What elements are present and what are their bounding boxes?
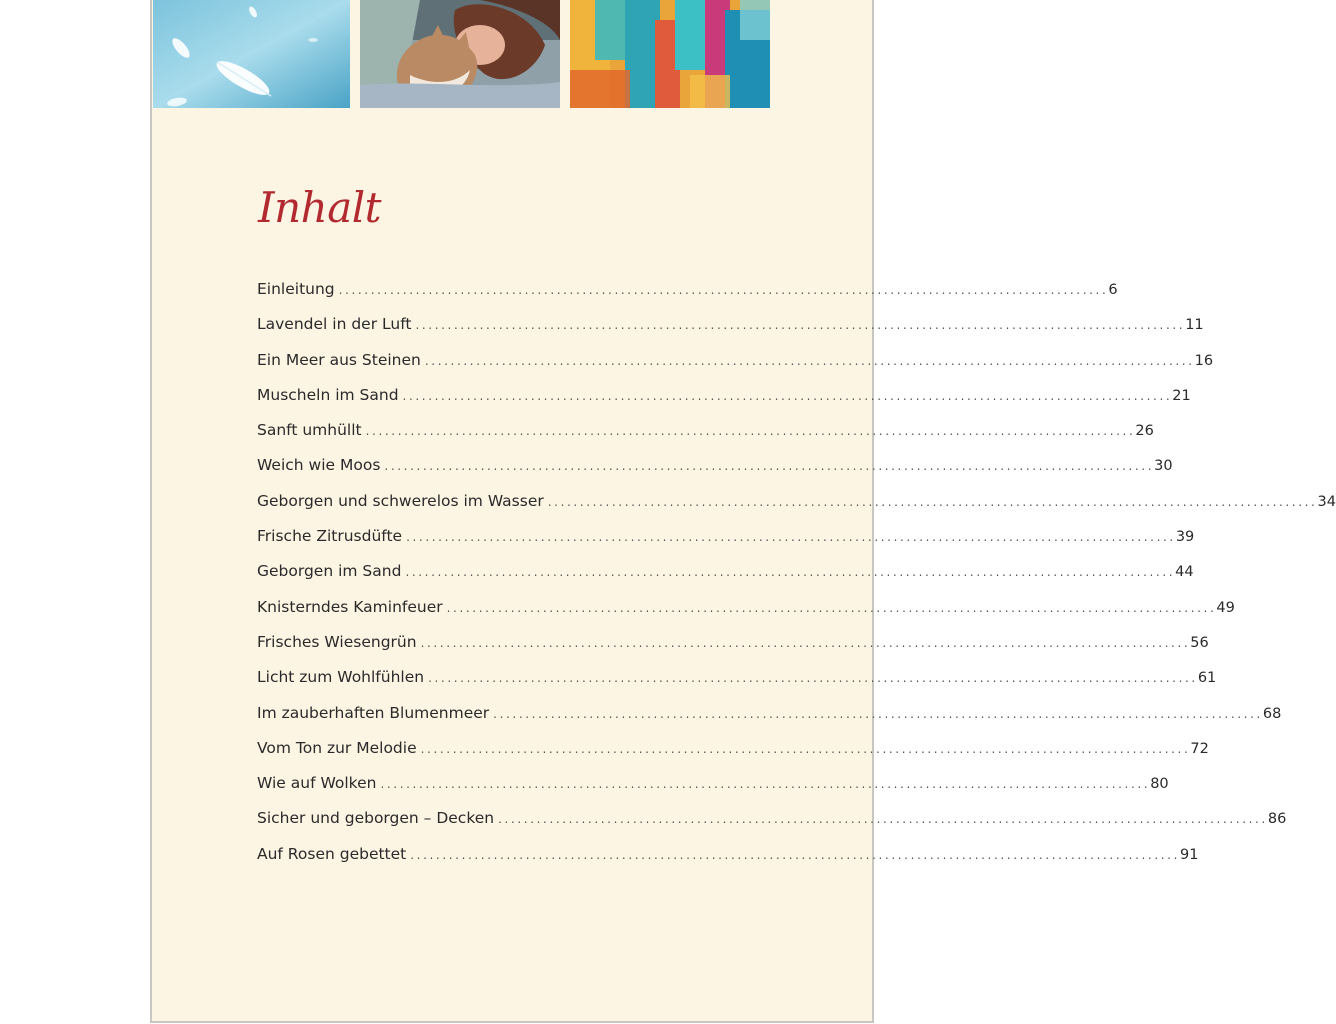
toc-page-number: 34 bbox=[1317, 493, 1336, 510]
toc-leader-dots: ........................................................................................................................ bbox=[420, 741, 1191, 756]
toc-entry[interactable] bbox=[257, 662, 1217, 697]
toc-entry-title: Geborgen und schwerelos im Wasser bbox=[257, 491, 544, 510]
feathers-photo bbox=[153, 0, 350, 108]
abstract-paint-photo bbox=[570, 0, 770, 108]
toc-entry-title: Weich wie Moos bbox=[257, 456, 381, 475]
toc-entry[interactable] bbox=[257, 733, 1209, 768]
toc-page-number: 68 bbox=[1262, 705, 1282, 722]
toc-page-number: 61 bbox=[1197, 670, 1217, 687]
toc-entry[interactable] bbox=[257, 839, 1199, 874]
toc-entry[interactable] bbox=[257, 345, 1214, 380]
book-page bbox=[150, 0, 1336, 1023]
toc-entry[interactable] bbox=[257, 627, 1209, 662]
toc-leader-dots: ........................................................................................................................ bbox=[410, 847, 1180, 862]
toc-entry-title: Wie auf Wolken bbox=[257, 774, 377, 793]
toc-page-number: 39 bbox=[1175, 529, 1195, 546]
toc-page-number: 6 bbox=[1108, 282, 1118, 298]
toc-entry[interactable] bbox=[257, 592, 1235, 627]
toc-entry-title: Knisterndes Kaminfeuer bbox=[257, 597, 443, 616]
toc-entry-title: Im zauberhaften Blumenmeer bbox=[257, 703, 490, 722]
toc-page-number: 86 bbox=[1267, 811, 1287, 828]
toc-entry-title: Muscheln im Sand bbox=[257, 385, 399, 404]
toc-page-number: 44 bbox=[1175, 564, 1194, 581]
toc-leader-dots: ........................................................................................................................ bbox=[415, 318, 1186, 333]
toc-entry-title: Lavendel in der Luft bbox=[257, 315, 412, 334]
toc-leader-dots: ........................................................................................................................ bbox=[365, 424, 1136, 439]
toc-leader-dots: ........................................................................................................................ bbox=[428, 671, 1198, 686]
toc-leader-dots: ........................................................................................................................ bbox=[405, 565, 1176, 580]
toc-page-number: 80 bbox=[1150, 776, 1169, 793]
toc-page-number: 49 bbox=[1216, 599, 1235, 616]
toc-page-number: 72 bbox=[1190, 740, 1209, 757]
toc-leader-dots: ........................................................................................................................ bbox=[406, 530, 1176, 545]
toc-entry-title: Sanft umhüllt bbox=[257, 421, 362, 440]
toc-entry-title: Vom Ton zur Melodie bbox=[257, 738, 417, 757]
sleeping-child-cat-photo bbox=[360, 0, 560, 108]
toc-leader-dots: ........................................................................................................................ bbox=[384, 459, 1155, 474]
toc-entry[interactable] bbox=[257, 450, 1173, 485]
toc-page-number: 21 bbox=[1172, 387, 1191, 404]
toc-leader-dots: ........................................................................................................................ bbox=[380, 777, 1151, 792]
toc-entry-title: Frische Zitrusdüfte bbox=[257, 527, 403, 546]
toc-entry[interactable] bbox=[257, 521, 1195, 556]
toc-entry-title: Sicher und geborgen – Decken bbox=[257, 809, 495, 828]
toc-entry[interactable] bbox=[257, 556, 1194, 591]
toc-entry-title: Einleitung bbox=[257, 280, 335, 298]
toc-entry[interactable] bbox=[257, 309, 1204, 344]
toc-page-number: 91 bbox=[1179, 846, 1199, 863]
toc-entry[interactable] bbox=[257, 274, 1118, 309]
toc-entry[interactable] bbox=[257, 768, 1169, 803]
toc-leader-dots: ........................................................................................................................ bbox=[498, 812, 1268, 827]
toc-entry-title: Licht zum Wohlfühlen bbox=[257, 668, 425, 687]
toc-leader-dots: ........................................................................................................................ bbox=[420, 635, 1191, 650]
toc-leader-dots: ........................................................................................................................ bbox=[424, 353, 1195, 368]
toc-page-number: 30 bbox=[1154, 458, 1173, 475]
toc-leader-dots: ........................................................................................................................ bbox=[493, 706, 1263, 721]
toc-entry[interactable] bbox=[257, 486, 1336, 521]
toc-page-number: 26 bbox=[1135, 423, 1154, 440]
toc-entry-title: Frisches Wiesengrün bbox=[257, 632, 417, 651]
toc-entry-title: Ein Meer aus Steinen bbox=[257, 350, 421, 369]
toc-entry-title: Auf Rosen gebettet bbox=[257, 844, 407, 863]
toc-page-number: 11 bbox=[1185, 317, 1204, 334]
toc-entry[interactable] bbox=[257, 380, 1191, 415]
toc-entry[interactable] bbox=[257, 803, 1287, 838]
toc-leader-dots: ........................................................................................................................ bbox=[402, 388, 1173, 403]
toc-leader-dots: ........................................................................................................................ bbox=[446, 600, 1217, 615]
toc-page-number: 16 bbox=[1194, 352, 1214, 369]
toc-leader-dots: ........................................................................................................................ bbox=[338, 283, 1109, 297]
toc-page-number: 56 bbox=[1190, 634, 1209, 651]
toc-entry-title: Geborgen im Sand bbox=[257, 562, 402, 581]
toc-entry[interactable] bbox=[257, 415, 1154, 450]
table-of-contents bbox=[257, 274, 1336, 874]
toc-entry[interactable] bbox=[257, 698, 1282, 733]
toc-leader-dots: ........................................................................................................................ bbox=[547, 494, 1318, 509]
page-title: Inhalt bbox=[258, 183, 382, 232]
